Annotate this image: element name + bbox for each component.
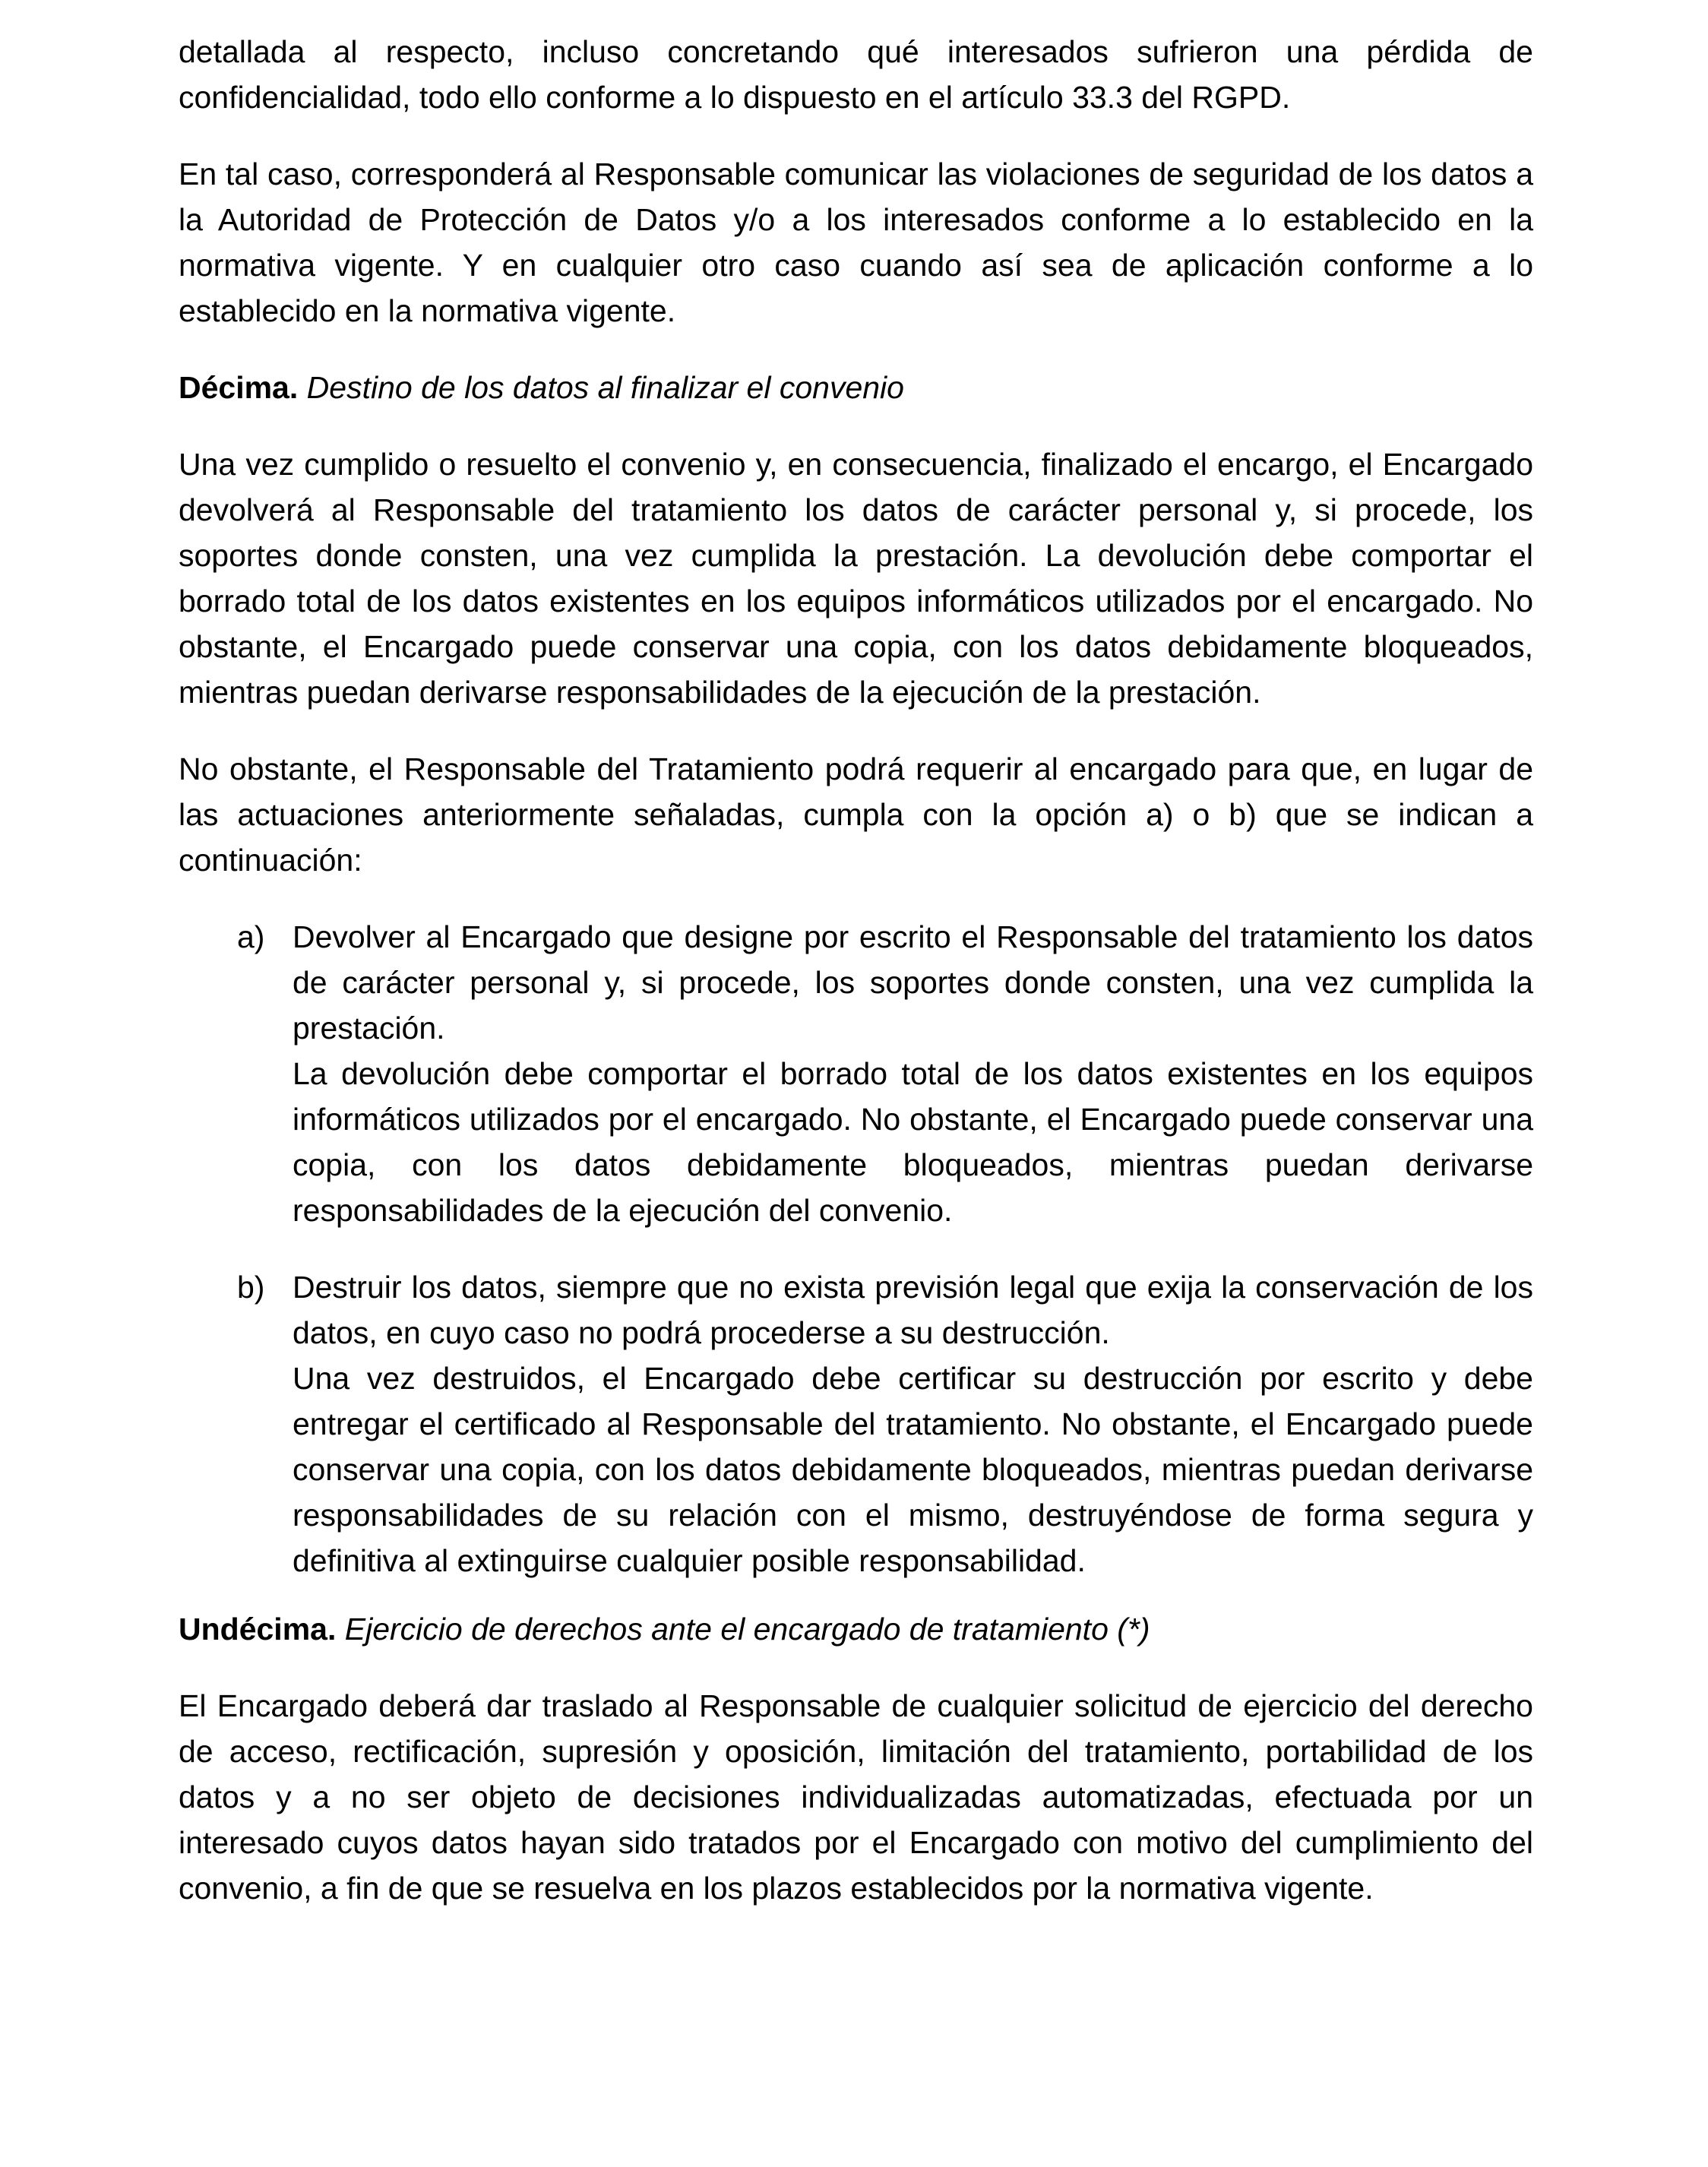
list-marker: b) bbox=[237, 1270, 265, 1305]
section-number: Undécima. bbox=[179, 1612, 337, 1647]
section-title: Destino de los datos al finalizar el convenio bbox=[306, 370, 904, 405]
section-heading-undecima bbox=[179, 1606, 1533, 1652]
paragraph-options-intro: No obstante, el Responsable del Tratamiento podrá requerir al encargado para que, en lugar de las actuaciones anteriormente señaladas, cumpla con la opción a) o b) que se indican a continuación: bbox=[179, 751, 1533, 878]
option-text: Devolver al Encargado que designe por escrito el Responsable del tratamiento los datos de carácter personal y, si procede, los soportes donde consten, una vez cumplida la prestación. bbox=[293, 919, 1533, 1046]
document-page bbox=[179, 29, 1533, 1942]
options-list bbox=[179, 914, 1533, 1583]
option-text: Destruir los datos, siempre que no exista previsión legal que exija la conservación de los datos, en cuyo caso no podrá procederse a su destrucción. bbox=[293, 1270, 1533, 1350]
section-heading-decima bbox=[179, 365, 1533, 410]
section-number: Décima. bbox=[179, 370, 299, 405]
section-title: Ejercicio de derechos ante el encargado de tratamiento (*) bbox=[344, 1612, 1150, 1647]
option-text-continued: La devolución debe comportar el borrado total de los datos existentes en los equipos informáticos utilizados por el encargado. No obstante, el Encargado puede conservar una copia, con los datos debidamente bloqueados, mientras puedan derivarse responsabilidades de la ejecución del convenio. bbox=[293, 1056, 1533, 1228]
paragraph-intro: detallada al respecto, incluso concretando qué interesados sufrieron una pérdida de confidencialidad, todo ello conforme a lo dispuesto en el artículo 33.3 del RGPD. bbox=[179, 34, 1533, 115]
option-text-continued: Una vez destruidos, el Encargado debe certificar su destrucción por escrito y debe entregar el certificado al Responsable del tratamiento. No obstante, el Encargado puede conservar una copia, con los datos debidamente bloqueados, mientras puedan derivarse responsabilidades de su relación con el mismo, destruyéndose de forma segura y definitiva al extinguirse cualquier posible responsabilidad. bbox=[293, 1361, 1533, 1578]
list-item-option-a bbox=[179, 914, 1533, 1233]
paragraph-notify-breaches: En tal caso, corresponderá al Responsable comunicar las violaciones de seguridad de los datos a la Autoridad de Protección de Datos y/o a los interesados conforme a lo establecido en la normativa vigente. Y en cualquier otro caso cuando así sea de aplicación conforme a lo establecido en la normativa vigente. bbox=[179, 157, 1533, 328]
list-item-option-b bbox=[179, 1264, 1533, 1583]
paragraph-data-return: Una vez cumplido o resuelto el convenio y, en consecuencia, finalizado el encargo, el Encargado devolverá al Responsable del tratamiento los datos de carácter personal y, si procede, los soportes donde consten, una vez cumplida la prestación. La devolución debe comportar el borrado total de los datos existentes en los equipos informáticos utilizados por el encargado. No obstante, el Encargado puede conservar una copia, con los datos debidamente bloqueados, mientras puedan derivarse responsabilidades de la ejecución de la prestación. bbox=[179, 447, 1533, 710]
paragraph-rights-exercise: El Encargado deberá dar traslado al Responsable de cualquier solicitud de ejercicio del derecho de acceso, rectificación, supresión y oposición, limitación del tratamiento, portabilidad de los datos y a no ser objeto de decisiones individualizadas automatizadas, efectuada por un interesado cuyos datos hayan sido tratados por el Encargado con motivo del cumplimiento del convenio, a fin de que se resuelva en los plazos establecidos por la normativa vigente. bbox=[179, 1688, 1533, 1906]
list-marker: a) bbox=[237, 919, 265, 954]
